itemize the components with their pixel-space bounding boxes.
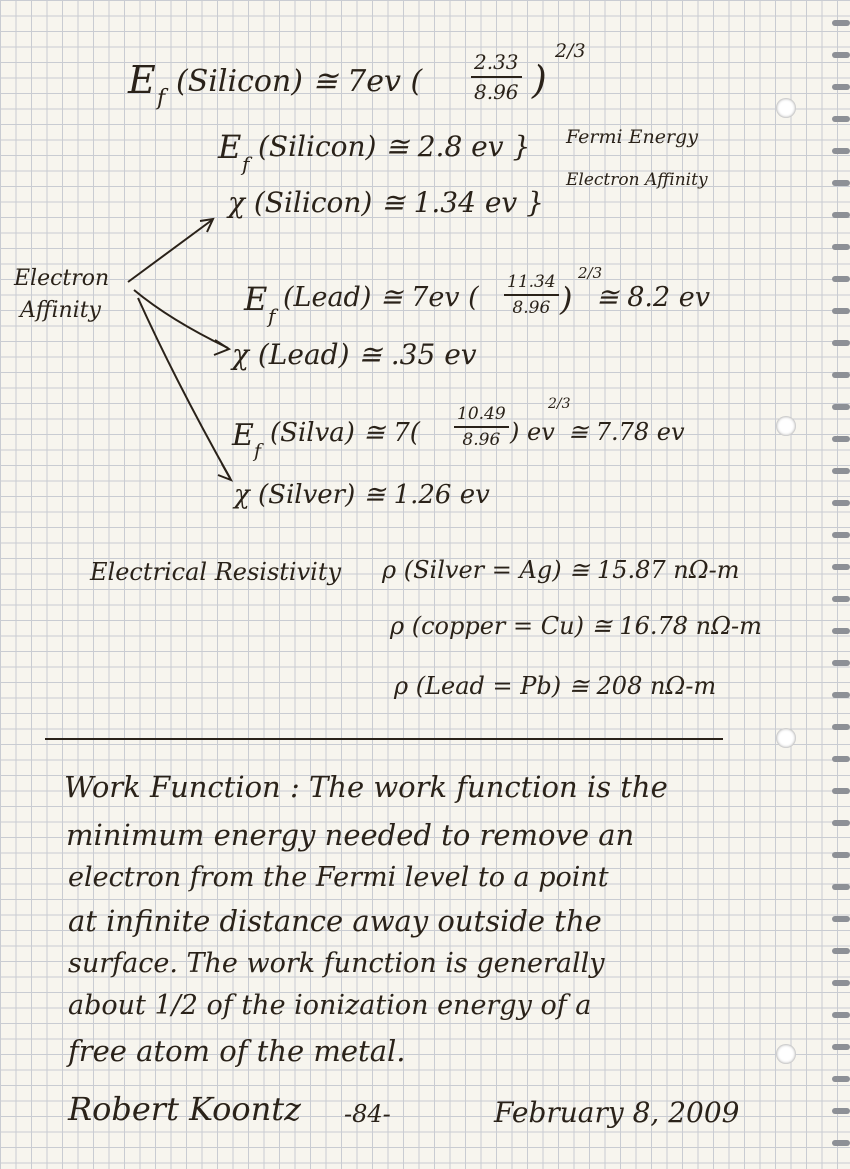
close-paren-unit: ) ev (510, 418, 555, 446)
punch-hole (776, 416, 796, 436)
coil (832, 788, 850, 794)
electron-affinity-note: Electron Affinity (566, 170, 708, 190)
close-paren: ) (560, 280, 573, 318)
coil (832, 756, 850, 762)
fraction-numerator: 2.33 (474, 50, 519, 74)
ef-silicon-value: (Silicon) ≅ 2.8 ev } (258, 130, 531, 163)
coil (832, 148, 850, 154)
coil (832, 884, 850, 890)
coil (832, 84, 850, 90)
coil (832, 212, 850, 218)
coil (832, 468, 850, 474)
coil (832, 1140, 850, 1146)
silver-ratio-fraction (454, 404, 509, 450)
fraction-denominator: 8.96 (462, 430, 501, 450)
coil (832, 532, 850, 538)
paragraph-line-7: free atom of the metal. (68, 1034, 406, 1068)
fraction-bar (454, 426, 509, 428)
punch-hole (776, 98, 796, 118)
coil (832, 52, 850, 58)
paragraph-line-4: at infinite distance away outside the (68, 904, 602, 938)
fraction-denominator: 8.96 (512, 298, 551, 318)
ef-symbol: E (232, 418, 254, 453)
coil (832, 1108, 850, 1114)
ef-subscript: f (242, 152, 250, 176)
ef-silver-arg: (Silva) ≅ 7( (270, 418, 420, 448)
coil (832, 500, 850, 506)
chi-silicon-value: χ (Silicon) ≅ 1.34 ev } (228, 186, 544, 219)
coil (832, 1044, 850, 1050)
coil (832, 660, 850, 666)
ef-symbol: E (128, 58, 156, 102)
punch-hole (776, 1044, 796, 1064)
coil (832, 308, 850, 314)
paragraph-line-1: Work Function : The work function is the (64, 770, 668, 804)
resistivity-silver: ρ (Silver = Ag) ≅ 15.87 nΩ-m (382, 556, 740, 584)
close-paren: ) (532, 58, 547, 102)
ef-lead-result: ≅ 8.2 ev (596, 282, 710, 313)
paragraph-line-2: minimum energy needed to remove an (66, 818, 635, 852)
divider-line (45, 738, 723, 740)
coil (832, 244, 850, 250)
label-line-2: Affinity (20, 298, 101, 323)
resistivity-copper: ρ (copper = Cu) ≅ 16.78 nΩ-m (390, 612, 762, 640)
coil (832, 1012, 850, 1018)
coil (832, 852, 850, 858)
coil (832, 724, 850, 730)
exponent: 2/3 (555, 40, 586, 62)
paragraph-line-3: electron from the Fermi level to a point (68, 862, 609, 893)
ef-subscript: f (157, 86, 166, 111)
coil (832, 404, 850, 410)
ef-symbol: E (244, 280, 268, 318)
ef-symbol: E (218, 128, 242, 166)
fraction-numerator: 11.34 (507, 272, 556, 292)
exponent: 2/3 (548, 396, 571, 412)
coil (832, 820, 850, 826)
page-number: -84- (344, 1100, 391, 1128)
coil (832, 116, 850, 122)
fraction-numerator: 10.49 (457, 404, 506, 424)
resistivity-label: Electrical Resistivity (90, 558, 342, 586)
spiral-binding (826, 0, 850, 1169)
fraction-denominator: 8.96 (474, 80, 519, 104)
coil (832, 276, 850, 282)
resistivity-lead: ρ (Lead = Pb) ≅ 208 nΩ-m (394, 672, 717, 700)
coil (832, 916, 850, 922)
paragraph-line-5: surface. The work function is generally (68, 948, 605, 979)
coil (832, 564, 850, 570)
coil (832, 596, 850, 602)
lead-ratio-fraction (504, 272, 559, 318)
ef-silver-result: ≅ 7.78 ev (568, 418, 685, 446)
fermi-energy-note: Fermi Energy (566, 126, 698, 148)
coil (832, 436, 850, 442)
coil (832, 980, 850, 986)
chi-lead-value: χ (Lead) ≅ .35 ev (232, 338, 477, 371)
ef-subscript: f (254, 440, 262, 462)
coil (832, 692, 850, 698)
paragraph-line-6: about 1/2 of the ionization energy of a (68, 990, 592, 1021)
coil (832, 180, 850, 186)
fraction-bar (504, 294, 559, 296)
ef-silicon-arg: (Silicon) ≅ 7ev ( (176, 64, 423, 99)
ef-lead-arg: (Lead) ≅ 7ev ( (283, 282, 479, 313)
coil (832, 1076, 850, 1082)
coil (832, 628, 850, 634)
chi-silver-value: χ (Silver) ≅ 1.26 ev (234, 480, 490, 510)
page-date: February 8, 2009 (494, 1096, 740, 1129)
coil (832, 372, 850, 378)
coil (832, 340, 850, 346)
exponent: 2/3 (578, 264, 603, 282)
label-line-1: Electron (14, 266, 110, 291)
ef-subscript: f (268, 304, 276, 328)
author-signature: Robert Koontz (68, 1090, 302, 1128)
coil (832, 20, 850, 26)
punch-hole (776, 728, 796, 748)
arrow-to-silicon (128, 220, 212, 282)
coil (832, 948, 850, 954)
